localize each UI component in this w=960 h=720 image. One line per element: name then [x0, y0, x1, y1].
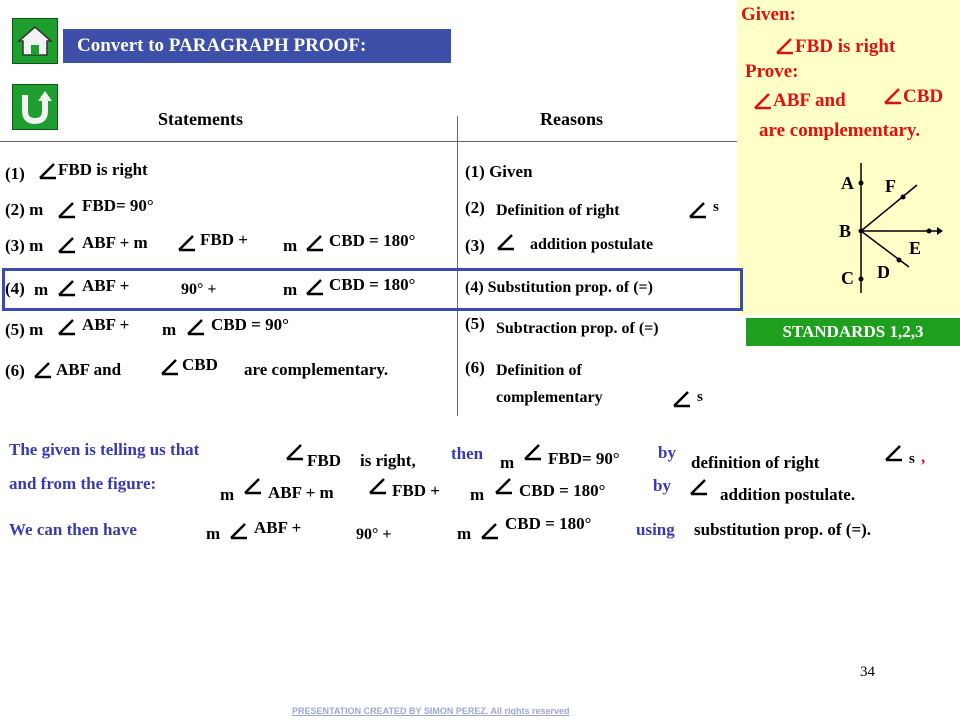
paragraph-2d: FBD + [392, 481, 440, 500]
angle-icon [689, 478, 709, 496]
paragraph-1b: FBD [307, 451, 341, 470]
angle-icon [33, 361, 53, 379]
paragraph-2a: and from the figure: [9, 474, 157, 493]
reason-6-suffix: s [697, 389, 703, 405]
statement-5a: ABF + [82, 315, 130, 334]
statement-6b: CBD [182, 355, 218, 374]
paragraph-1j: , [921, 447, 926, 466]
reason-4: (4) Substitution prop. of (=) [465, 279, 653, 296]
return-button[interactable] [12, 84, 58, 130]
angle-icon [494, 477, 514, 495]
angle-icon [884, 444, 904, 462]
statement-4a: m [34, 280, 49, 299]
angle-icon [38, 162, 58, 180]
statement-5b: m [162, 320, 177, 339]
point-e-label: E [909, 238, 922, 258]
angle-icon [883, 87, 903, 105]
standards-badge: STANDARDS 1,2,3 [746, 318, 960, 346]
paragraph-1e: m [500, 453, 515, 472]
paragraph-1i: s [909, 451, 915, 467]
reason-6b: complementary [496, 389, 603, 406]
given-statement: FBD is right [795, 36, 896, 57]
prove-label: Prove: [745, 61, 799, 82]
paragraph-1h: definition of right [691, 453, 820, 472]
statement-6a: ABF and [56, 360, 122, 379]
angle-icon [186, 318, 206, 336]
paragraph-2f: CBD = 180° [519, 481, 606, 500]
reason-1: (1) Given [465, 162, 533, 181]
paragraph-1c: is right, [360, 451, 416, 470]
angle-icon [672, 390, 692, 408]
table-rule-vertical [457, 116, 458, 416]
angle-icon [305, 278, 325, 296]
statement-4-number: (4) [5, 279, 25, 298]
angle-icon [243, 477, 263, 495]
angle-icon [496, 233, 516, 251]
angle-icon [688, 201, 708, 219]
paragraph-2g: by [653, 476, 671, 495]
statement-2-number: (2) m [5, 200, 44, 219]
angle-icon [160, 358, 180, 376]
reason-6-number: (6) [465, 358, 485, 377]
angle-icon [57, 236, 77, 254]
reason-2-number: (2) [465, 198, 485, 217]
angle-icon [775, 37, 795, 55]
paragraph-3e: m [457, 524, 472, 543]
paragraph-3d: 90° + [356, 526, 392, 543]
statement-1-number: (1) [5, 164, 25, 183]
statement-1: FBD is right [58, 160, 148, 179]
paragraph-2c: ABF + m [268, 483, 334, 502]
point-c-label: C [841, 268, 854, 288]
statement-4c: 90° + [181, 281, 217, 298]
paragraph-3c: ABF + [254, 518, 302, 537]
statement-5c: CBD = 90° [211, 315, 289, 334]
statement-3-number: (3) m [5, 236, 44, 255]
paragraph-3g: using [636, 520, 675, 539]
paragraph-3a: We can then have [9, 520, 137, 539]
prove-statement-a: ABF and [773, 90, 846, 111]
angle-icon [177, 234, 197, 252]
page-title: Convert to PARAGRAPH PROOF: [63, 29, 451, 63]
statement-3a: ABF + m [82, 233, 148, 252]
paragraph-3f: CBD = 180° [505, 514, 592, 533]
statement-6-number: (6) [5, 361, 25, 380]
point-d-label: D [877, 262, 890, 282]
angle-icon [285, 443, 305, 461]
prove-statement-c: are complementary. [759, 120, 921, 141]
return-arrow-icon [13, 85, 57, 129]
reason-2: Definition of right [496, 202, 620, 219]
given-label: Given: [741, 4, 796, 25]
reason-6a: Definition of [496, 362, 582, 379]
statement-3c: m [283, 236, 298, 255]
angle-icon [368, 477, 388, 495]
home-icon [13, 19, 57, 63]
reason-3: addition postulate [530, 236, 654, 253]
point-f-label: F [885, 176, 896, 196]
statement-5-number: (5) m [5, 320, 44, 339]
statement-4e: CBD = 180° [329, 275, 416, 294]
angle-icon [480, 522, 500, 540]
angle-icon [57, 318, 77, 336]
reason-3-number: (3) [465, 236, 485, 255]
statements-header: Statements [158, 109, 243, 129]
paragraph-1f: FBD= 90° [548, 449, 620, 468]
statement-2: FBD= 90° [82, 196, 154, 215]
angle-icon [753, 92, 773, 110]
statement-3b: FBD + [200, 230, 248, 249]
reasons-header: Reasons [540, 109, 604, 129]
page-number: 34 [860, 664, 875, 680]
statement-3d: CBD = 180° [329, 231, 416, 250]
paragraph-3b: m [206, 524, 221, 543]
paragraph-1d: then [451, 444, 484, 463]
paragraph-2e: m [470, 485, 485, 504]
reason-2-suffix: s [713, 199, 719, 215]
angle-icon [523, 443, 543, 461]
point-a-label: A [841, 173, 854, 193]
reason-5-number: (5) [465, 314, 485, 333]
copyright-footer-link[interactable]: PRESENTATION CREATED BY SIMON PEREZ. All rights reserved [292, 706, 570, 716]
paragraph-1a: The given is telling us that [9, 440, 200, 459]
table-rule-horizontal [0, 141, 737, 142]
angle-icon [57, 279, 77, 297]
paragraph-2h: addition postulate. [720, 485, 856, 504]
angle-icon [229, 522, 249, 540]
statement-6c: are complementary. [244, 360, 389, 379]
reason-5: Subtraction prop. of (=) [496, 320, 659, 337]
angle-icon [305, 234, 325, 252]
home-button[interactable] [12, 18, 58, 64]
paragraph-2b: m [220, 485, 235, 504]
paragraph-1g: by [658, 443, 676, 462]
statement-4b: ABF + [82, 276, 130, 295]
angle-icon [57, 201, 77, 219]
statement-4d: m [283, 280, 298, 299]
point-b-label: B [839, 221, 852, 241]
prove-statement-b: CBD [903, 86, 944, 107]
paragraph-3h: substitution prop. of (=). [694, 520, 872, 539]
